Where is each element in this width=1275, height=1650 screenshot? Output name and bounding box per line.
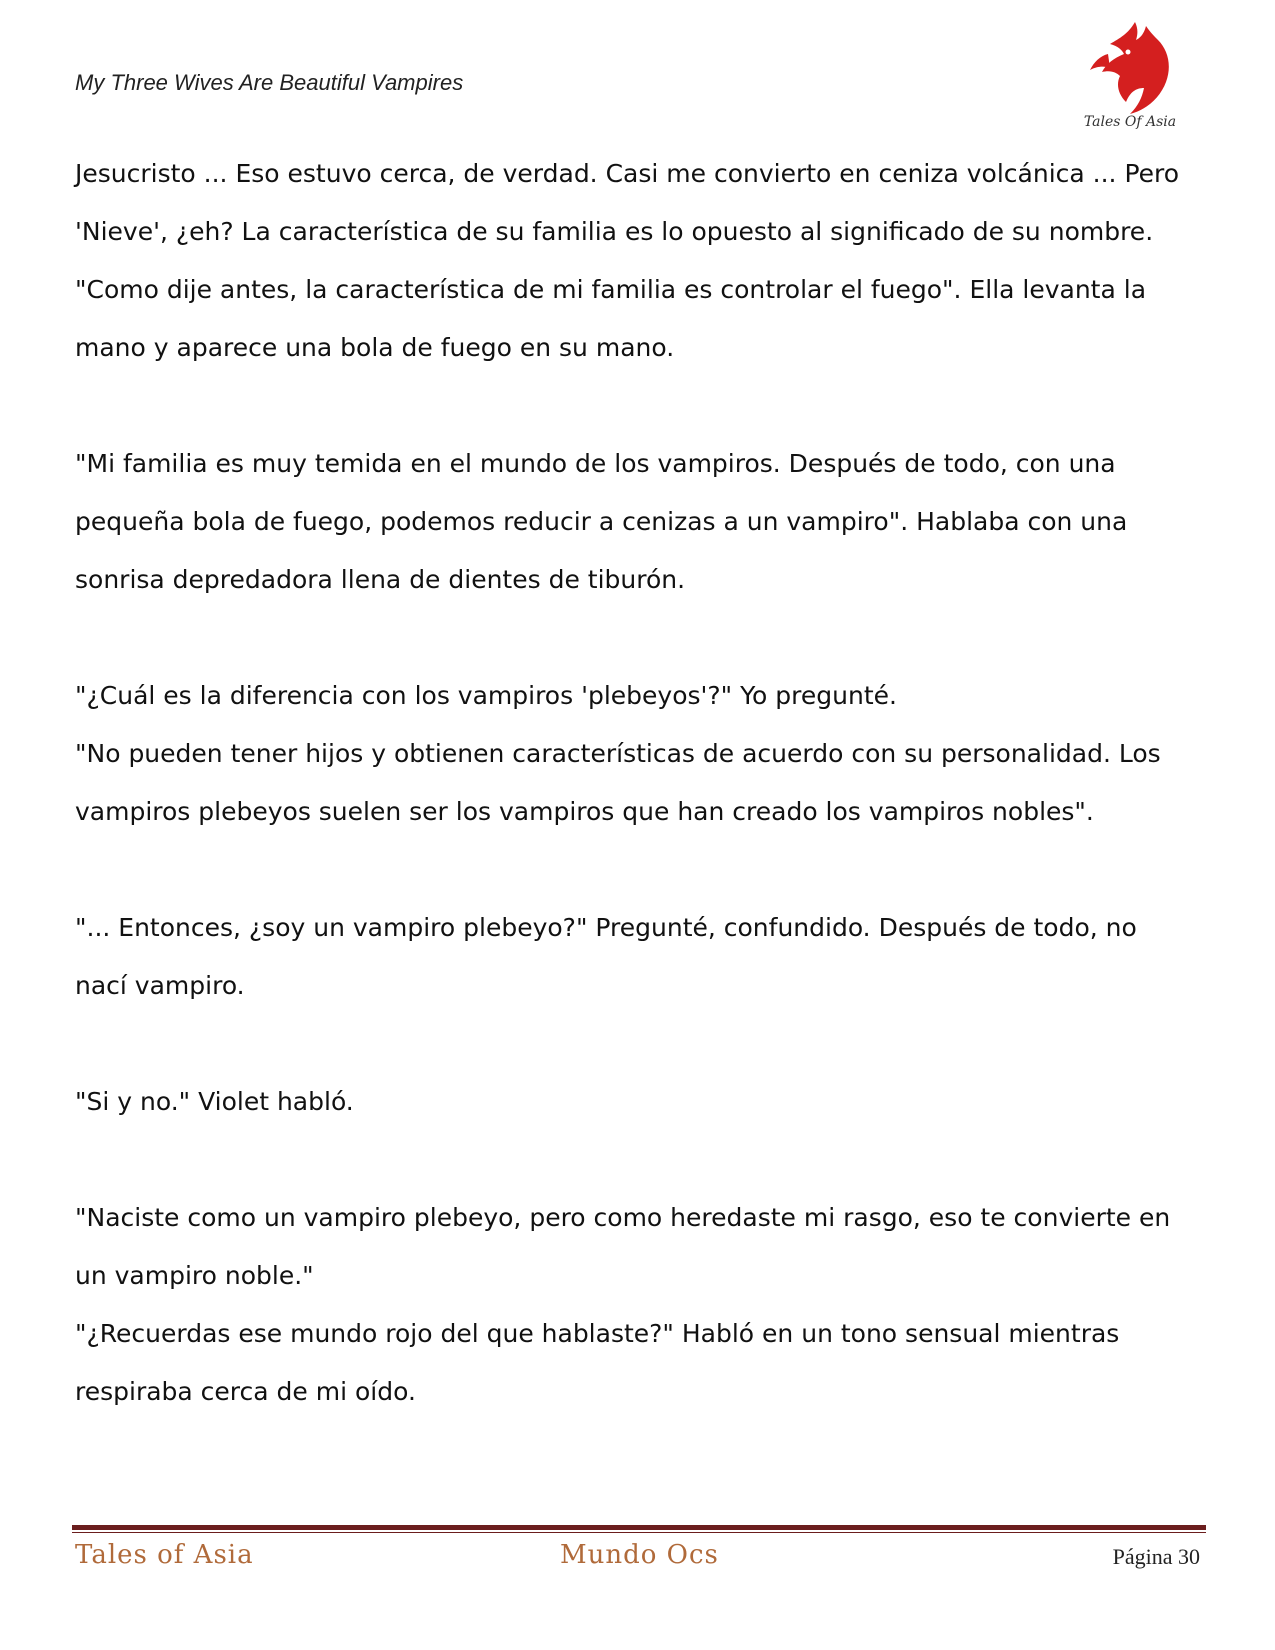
body-line: "Si y no." Violet habló. — [75, 1087, 354, 1116]
body-line: respiraba cerca de mi oído. — [75, 1377, 416, 1406]
body-line: pequeña bola de fuego, podemos reducir a cenizas a un vampiro". Hablaba con una — [75, 507, 1128, 536]
body-line: vampiros plebeyos suelen ser los vampiros que han creado los vampiros nobles". — [75, 797, 1094, 826]
body-line: 'Nieve', ¿eh? La característica de su familia es lo opuesto al significado de su nombre. — [75, 217, 1154, 246]
footer-divider-thin — [72, 1532, 1206, 1533]
tales-of-asia-logo — [1080, 14, 1180, 136]
paragraph-gap — [75, 1131, 1205, 1189]
logo-caption: Tales Of Asia — [1083, 114, 1177, 130]
body-line: Jesucristo ... Eso estuvo cerca, de verdad. Casi me convierto en ceniza volcánica ... Pero — [75, 159, 1180, 188]
body-line: "Naciste como un vampiro plebeyo, pero como heredaste mi rasgo, eso te convierte en — [75, 1203, 1171, 1232]
body-line: sonrisa depredadora llena de dientes de tiburón. — [75, 565, 686, 594]
body-line: "¿Recuerdas ese mundo rojo del que hablaste?" Habló en un tono sensual mientras — [75, 1319, 1120, 1348]
paragraph-gap — [75, 609, 1205, 667]
paragraph-gap — [75, 1015, 1205, 1073]
body-line: "... Entonces, ¿soy un vampiro plebeyo?" Pregunté, confundido. Después de todo, no — [75, 913, 1137, 942]
footer-group-name: Mundo Ocs — [560, 1540, 719, 1570]
body-line: "No pueden tener hijos y obtienen características de acuerdo con su personalidad. Los — [75, 739, 1161, 768]
page-body — [75, 145, 1205, 1421]
body-line: nací vampiro. — [75, 971, 245, 1000]
footer-divider-thick — [72, 1525, 1206, 1530]
paragraph-gap — [75, 377, 1205, 435]
body-line: "Mi familia es muy temida en el mundo de los vampiros. Después de todo, con una — [75, 449, 1116, 478]
footer-site-name: Tales of Asia — [75, 1540, 254, 1570]
body-line: mano y aparece una bola de fuego en su mano. — [75, 333, 675, 362]
page-number: Página 30 — [1112, 1544, 1200, 1569]
body-line: "¿Cuál es la diferencia con los vampiros 'plebeyos'?" Yo pregunté. — [75, 681, 897, 710]
body-line: "Como dije antes, la característica de mi familia es controlar el fuego". Ella levanta la — [75, 275, 1147, 304]
document-header-title: My Three Wives Are Beautiful Vampires — [75, 70, 464, 95]
paragraph-gap — [75, 841, 1205, 899]
body-line: un vampiro noble." — [75, 1261, 314, 1290]
